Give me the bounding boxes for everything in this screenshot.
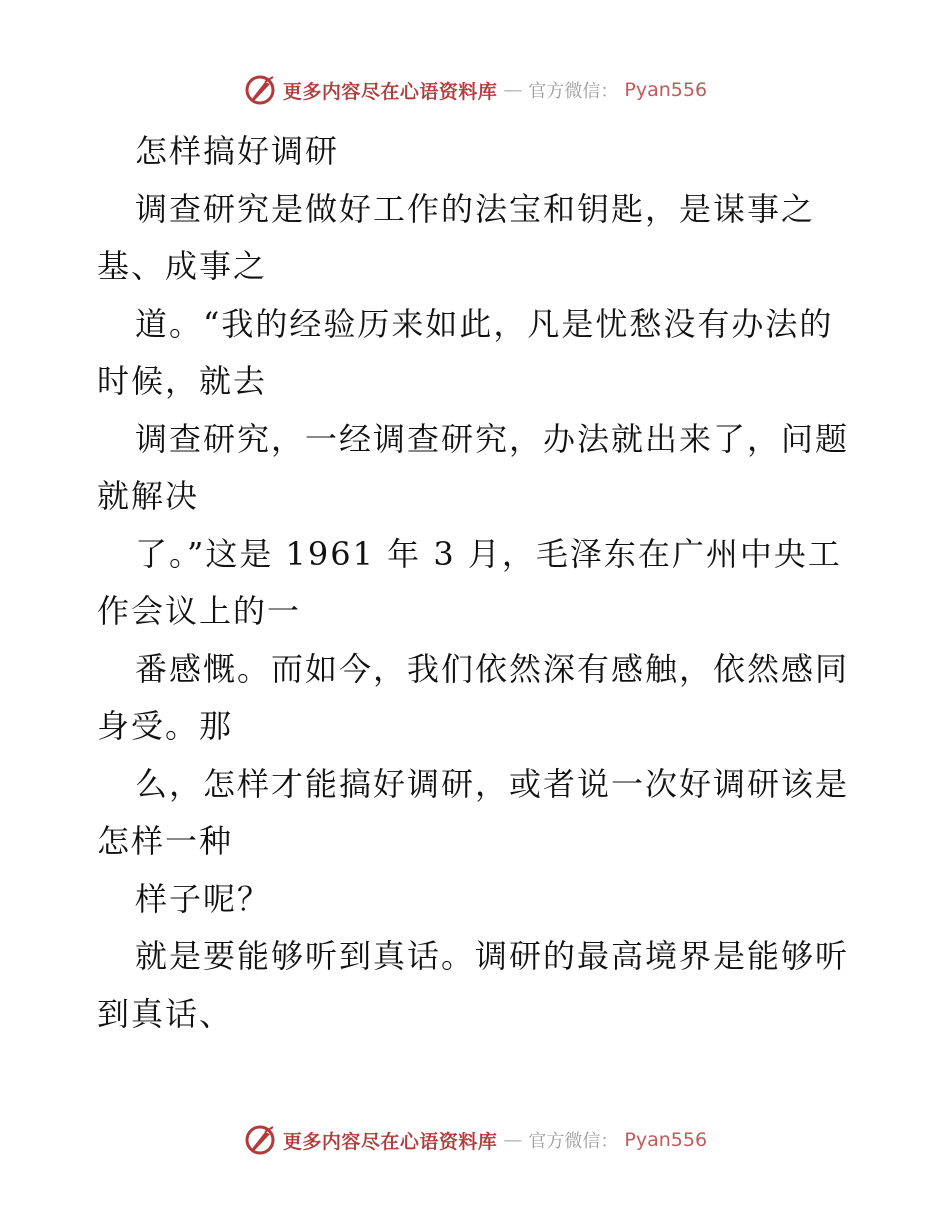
document-line: 道。“我的经验历来如此，凡是忧愁没有办法的	[135, 304, 834, 343]
document-line: 身受。那	[97, 707, 234, 745]
footer-wechat-id: Pyan556	[624, 1129, 708, 1151]
document-line: 怎样一种	[97, 822, 234, 860]
footer-banner-text: 更多内容尽在心语资料库	[282, 1130, 498, 1153]
header-wechat-label: 官方微信：	[528, 81, 619, 102]
document-line: 到真话、	[97, 994, 234, 1033]
footer-wechat-label: 官方微信：	[528, 1131, 619, 1152]
document-line: 了。”这是 1961 年 3 月，毛泽东在广州中央工	[135, 534, 842, 573]
document-line: 就解决	[97, 477, 200, 515]
document-line: 调查研究，一经调查研究，办法就出来了，问题	[135, 419, 850, 458]
document-line: 调查研究是做好工作的法宝和钥匙，是谋事之	[135, 189, 816, 228]
document-line: 就是要能够听到真话。调研的最高境界是能够听	[135, 937, 850, 975]
footer-banner	[0, 1120, 950, 1160]
document-line: 时候，就去	[97, 362, 268, 400]
document-line: 样子呢？	[135, 879, 272, 918]
document-title: 怎样搞好调研	[135, 132, 340, 170]
header-banner-separator: —	[503, 79, 523, 101]
document-line: 作会议上的一	[97, 592, 302, 630]
header-wechat-id: Pyan556	[624, 79, 708, 101]
header-banner-text: 更多内容尽在心语资料库	[282, 80, 498, 103]
header-banner	[0, 70, 950, 110]
footer-banner-separator: —	[503, 1129, 523, 1151]
document-line: 基、成事之	[97, 247, 268, 285]
document-line: 番感慨。而如今，我们依然深有感触，依然感同	[135, 649, 850, 688]
quill-pen-circle-icon	[243, 73, 277, 107]
document-line: 么，怎样才能搞好调研，或者说一次好调研该是	[135, 764, 850, 803]
document-body	[97, 123, 857, 1043]
quill-pen-circle-icon	[243, 1123, 277, 1157]
